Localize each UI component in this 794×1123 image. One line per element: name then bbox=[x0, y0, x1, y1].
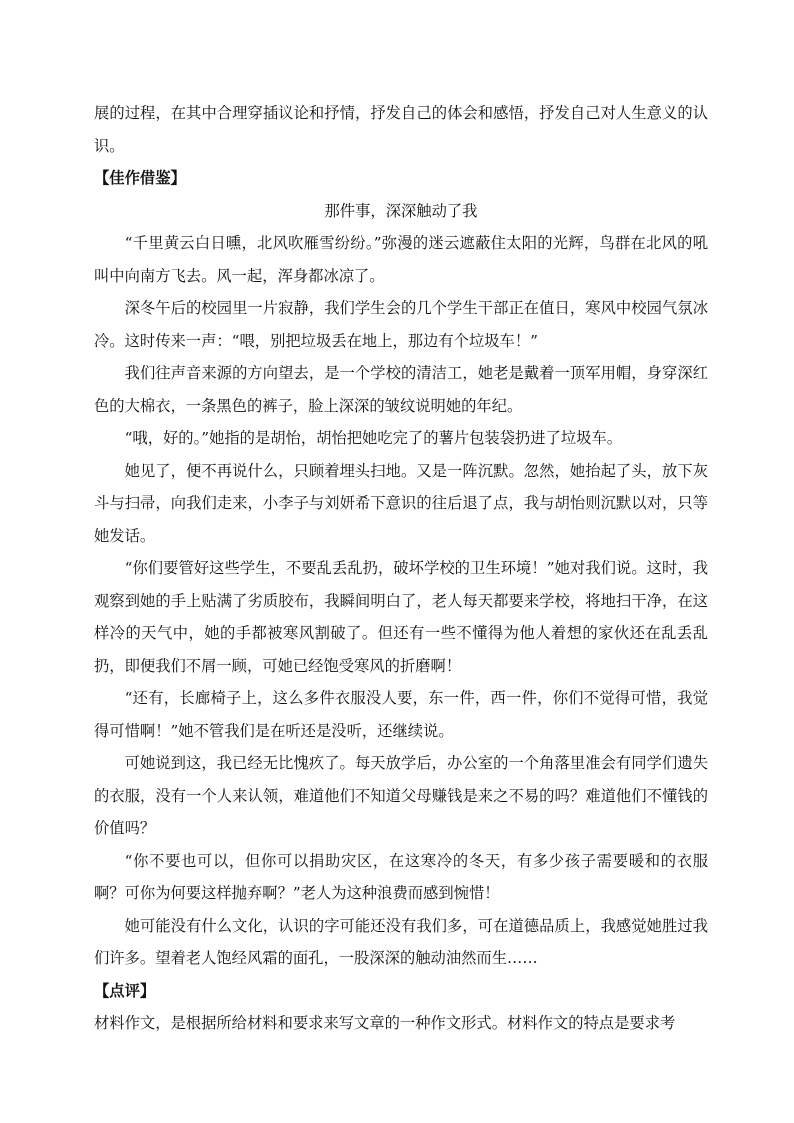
essay-paragraph: 她见了，便不再说什么，只顾着埋头扫地。又是一阵沉默。忽然，她抬起了头，放下灰斗与扫帚，向我们走来，小李子与刘妍希下意识的往后退了点，我与胡怡则沉默以对，只等她发话。 bbox=[94, 461, 708, 545]
section-heading-comment: 【点评】 bbox=[94, 981, 156, 1000]
essay-paragraph: 她可能没有什么文化，认识的字可能还没有我们多，可在道德品质上，我感觉她胜过我们许多。望着老人饱经风霜的面孔，一股深深的触动油然而生…… bbox=[94, 916, 708, 967]
intro-paragraph: 展的过程，在其中合理穿插议论和抒情，抒发自己的体会和感悟，抒发自己对人生意义的认识。 bbox=[94, 104, 708, 155]
essay-paragraph: “你们要管好这些学生，不要乱丢乱扔，破坏学校的卫生环境！”她对我们说。这时，我观察到她的手上贴满了劣质胶布，我瞬间明白了，老人每天都要来学校，将地扫干净，在这样冷的天气中，她的手都被寒风割破了。但还有一些不懂得为他人着想的家伙还在乱丢乱扔，即便我们不屑一顾，可她已经饱受寒风的折磨啊！ bbox=[94, 559, 708, 675]
essay-title: 那件事，深深触动了我 bbox=[324, 201, 478, 220]
essay-paragraph: “你不要也可以，但你可以捐助灾区，在这寒冷的冬天，有多少孩子需要暖和的衣服啊？可你为何要这样抛弃啊？”老人为这种浪费而感到惋惜！ bbox=[94, 851, 708, 902]
essay-paragraph: 我们往声音来源的方向望去，是一个学校的清洁工，她老是戴着一顶军用帽，身穿深红色的大棉衣，一条黑色的裤子，脸上深深的皱纹说明她的年纪。 bbox=[94, 364, 708, 415]
comment-paragraph: 材料作文，是根据所给材料和要求来写文章的一种作文形式。材料作文的特点是要求考 bbox=[94, 1014, 676, 1032]
essay-paragraph: “哦，好的。”她指的是胡怡，胡怡把她吃完了的薯片包装袋扔进了垃圾车。 bbox=[124, 429, 623, 447]
essay-paragraph: “千里黄云白日曛，北风吹雁雪纷纷。”弥漫的迷云遮蔽住太阳的光辉，鸟群在北风的吼叫中向南方飞去。风一起，浑身都冰凉了。 bbox=[94, 234, 708, 285]
essay-paragraph: 深冬午后的校园里一片寂静，我们学生会的几个学生干部正在值日，寒风中校园气氛冰冷。这时传来一声：“喂，别把垃圾丢在地上，那边有个垃圾车！” bbox=[94, 299, 708, 350]
document-page bbox=[94, 97, 708, 1040]
section-heading-model: 【佳作借鉴】 bbox=[94, 169, 186, 187]
essay-paragraph: “还有，长廊椅子上，这么多件衣服没人要，东一件，西一件，你们不觉得可惜，我觉得可惜啊！”她不管我们是在听还是没听，还继续说。 bbox=[94, 689, 708, 740]
essay-paragraph: 可她说到这，我已经无比愧疚了。每天放学后，办公室的一个角落里准会有同学们遗失的衣服，没有一个人来认领，难道他们不知道父母赚钱是来之不易的吗？难道他们不懂钱的价值吗？ bbox=[94, 754, 708, 837]
